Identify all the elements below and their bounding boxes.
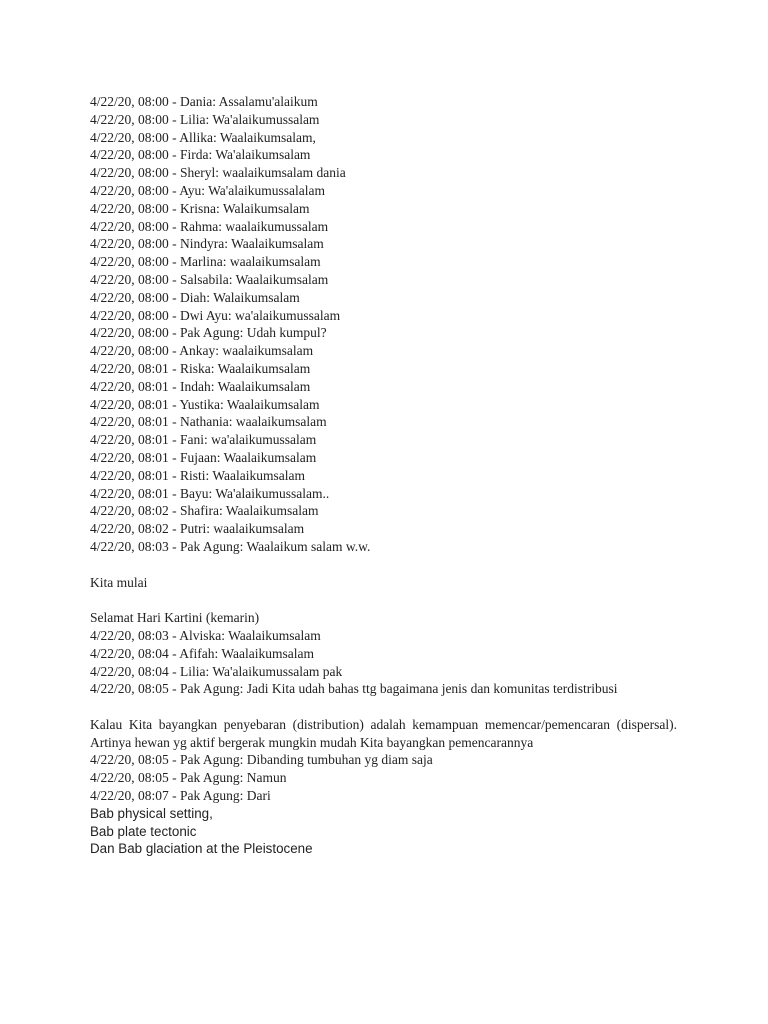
chat-line: 4/22/20, 08:02 - Putri: waalaikumsalam [90, 521, 305, 537]
distribusi-paragraph: 4/22/20, 08:05 - Pak Agung: Jadi Kita udah bahas ttg bagaimana jenis dan komunitas terdistribusi [90, 681, 618, 697]
chat-line: 4/22/20, 08:01 - Nathania: waalaikumsalam [90, 414, 327, 430]
topic-list [90, 805, 677, 858]
blank-line [90, 698, 677, 716]
chat-line: 4/22/20, 08:00 - Sheryl: waalaikumsalam dania [90, 165, 346, 181]
chat-line: 4/22/20, 08:00 - Ayu: Wa'alaikumussalalam [90, 182, 325, 198]
kartini-text: Selamat Hari Kartini (kemarin) [90, 610, 260, 626]
chat-line: 4/22/20, 08:01 - Risti: Waalaikumsalam [90, 467, 306, 483]
chat-line: 4/22/20, 08:03 - Pak Agung: Waalaikum salam w.w. [90, 538, 371, 554]
document-page [90, 93, 677, 858]
chat-line: 4/22/20, 08:07 - Pak Agung: Dari [90, 788, 271, 804]
chat-line: 4/22/20, 08:00 - Krisna: Walaikumsalam [90, 200, 310, 216]
kita-mulai-text: Kita mulai [90, 574, 148, 590]
after-kartini-messages [90, 627, 677, 680]
chat-line: 4/22/20, 08:03 - Alviska: Waalaikumsalam [90, 627, 321, 643]
chat-line: 4/22/20, 08:00 - Dania: Assalamu'alaikum [90, 94, 318, 109]
chat-line: 4/22/20, 08:05 - Pak Agung: Dibanding tumbuhan yg diam saja [90, 752, 433, 768]
blank-line [90, 556, 677, 574]
blank-line [90, 591, 677, 609]
topic-line: Bab physical setting, [90, 805, 213, 821]
greeting-messages [90, 93, 677, 556]
chat-line: 4/22/20, 08:00 - Nindyra: Waalaikumsalam [90, 236, 324, 252]
chat-line: 4/22/20, 08:00 - Rahma: waalaikumussalam [90, 218, 329, 234]
chat-line: 4/22/20, 08:04 - Lilia: Wa'alaikumussalam pak [90, 663, 343, 679]
kalau-paragraph: Kalau Kita bayangkan penyebaran (distribution) adalah kemampuan memencar/pemencaran (dispersal). Artinya hewan yg aktif bergerak mungkin mudah Kita bayangkan pemencarannya [90, 716, 677, 750]
chat-line: 4/22/20, 08:01 - Fujaan: Waalaikumsalam [90, 449, 317, 465]
chat-line: 4/22/20, 08:01 - Indah: Waalaikumsalam [90, 378, 311, 394]
chat-line: 4/22/20, 08:00 - Firda: Wa'alaikumsalam [90, 147, 311, 163]
chat-line: 4/22/20, 08:00 - Allika: Waalaikumsalam, [90, 129, 316, 145]
later-messages [90, 751, 677, 804]
chat-line: 4/22/20, 08:04 - Afifah: Waalaikumsalam [90, 645, 314, 661]
chat-line: 4/22/20, 08:00 - Ankay: waalaikumsalam [90, 343, 314, 359]
chat-line: 4/22/20, 08:00 - Marlina: waalaikumsalam [90, 254, 321, 270]
chat-line: 4/22/20, 08:00 - Pak Agung: Udah kumpul? [90, 325, 327, 341]
chat-line: 4/22/20, 08:00 - Salsabila: Waalaikumsalam [90, 271, 329, 287]
chat-line: 4/22/20, 08:00 - Dwi Ayu: wa'alaikumussalam [90, 307, 341, 323]
chat-line: 4/22/20, 08:00 - Diah: Walaikumsalam [90, 289, 300, 305]
chat-line: 4/22/20, 08:01 - Yustika: Waalaikumsalam [90, 396, 320, 412]
chat-line: 4/22/20, 08:05 - Pak Agung: Namun [90, 770, 287, 786]
chat-line: 4/22/20, 08:01 - Riska: Waalaikumsalam [90, 360, 311, 376]
chat-line: 4/22/20, 08:01 - Bayu: Wa'alaikumussalam.. [90, 485, 330, 501]
topic-line: Dan Bab glaciation at the Pleistocene [90, 841, 313, 857]
topic-line: Bab plate tectonic [90, 823, 197, 839]
chat-line: 4/22/20, 08:01 - Fani: wa'alaikumussalam [90, 432, 317, 448]
chat-line: 4/22/20, 08:02 - Shafira: Waalaikumsalam [90, 503, 319, 519]
chat-line: 4/22/20, 08:00 - Lilia: Wa'alaikumussalam [90, 111, 320, 127]
